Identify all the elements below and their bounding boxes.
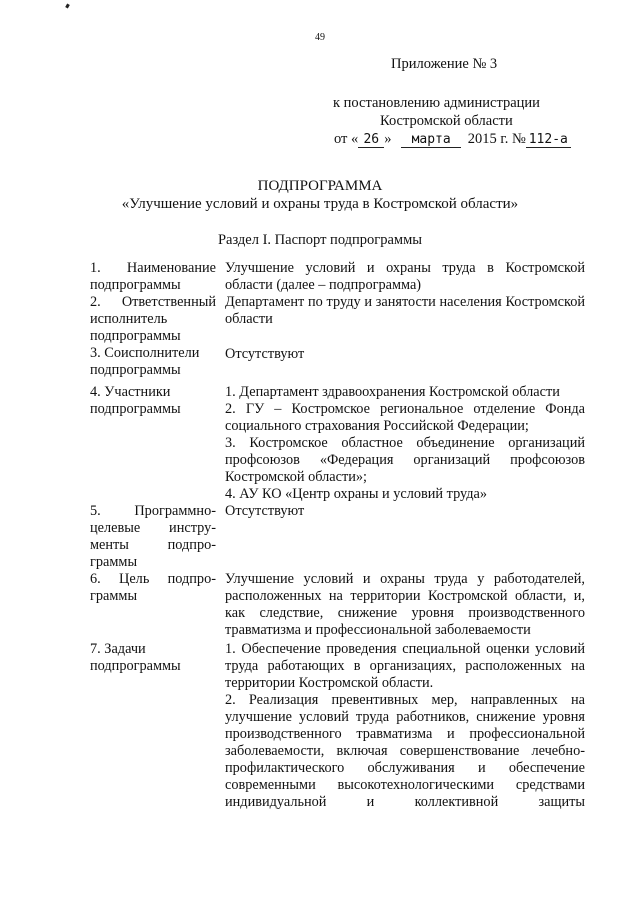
label-line: подпрограммы xyxy=(90,658,181,674)
label-line: 1. Наименование xyxy=(90,260,216,276)
label-line: 5. Программно- xyxy=(90,503,216,519)
label-line: 7. Задачи xyxy=(90,641,146,657)
row-value xyxy=(225,260,585,294)
value-text: Улучшение условий и охраны труда у работодателей, расположенных на территории Костромской области, и, как следствие, снижение уровня производственного травматизма и профессиональной заболеваемости xyxy=(225,571,585,638)
date-mid: » xyxy=(384,131,392,147)
row-value xyxy=(225,641,585,811)
label-line: целевые инстру- xyxy=(90,520,216,536)
label-line: 6. Цель подпро- xyxy=(90,571,216,587)
document-number: 112-а xyxy=(526,133,571,148)
row-value xyxy=(225,294,585,345)
passport-row-tasks xyxy=(90,641,585,811)
passport-row-goal xyxy=(90,571,585,639)
date-day: 26 xyxy=(358,133,384,148)
date-month: марта xyxy=(401,133,461,148)
row-label xyxy=(90,384,225,503)
row-label xyxy=(90,345,225,379)
label-line: 3. Соисполнители xyxy=(90,345,200,361)
label-line: подпрограммы xyxy=(90,277,181,293)
row-value xyxy=(225,345,585,379)
value-text: 1. Обеспечение проведения специальной оценки условий труда работающих в организациях, расположенных на территории Костромской области. xyxy=(225,641,585,691)
passport-row-executor xyxy=(90,294,585,345)
label-line: менты подпро- xyxy=(90,537,216,553)
row-label xyxy=(90,571,225,639)
label-line: 4. Участники xyxy=(90,384,171,400)
value-text: 2. ГУ – Костромское региональное отделение Фонда социального страхования Российской Федерации; xyxy=(225,401,585,434)
row-label xyxy=(90,260,225,294)
passport-row-coexecutors xyxy=(90,345,585,379)
row-value xyxy=(225,571,585,639)
value-text: 1. Департамент здравоохранения Костромской области xyxy=(225,384,560,400)
value-text: Отсутствуют xyxy=(225,346,305,362)
date-year: 2015 г. № xyxy=(467,131,526,147)
scan-mark xyxy=(65,4,70,9)
section-heading: Раздел I. Паспорт подпрограммы xyxy=(217,232,423,248)
value-text: 4. АУ КО «Центр охраны и условий труда» xyxy=(225,486,488,502)
label-line: исполнитель xyxy=(90,311,168,327)
row-label xyxy=(90,641,225,811)
row-label xyxy=(90,294,225,345)
label-line: подпрограммы xyxy=(90,362,181,378)
appendix-line-1: к постановлению администрации xyxy=(333,95,540,111)
value-text: 2. Реализация превентивных мер, направленных на улучшение условий труда работников, снижение уровня производственного травматизма и профессиональной заболеваемости, включая совершенствование лечебно-профилактического обслуживания и обеспечение современными высокотехнологическими средствами индивидуальной и коллективной защиты xyxy=(225,692,585,810)
value-text: Отсутствуют xyxy=(225,503,305,519)
passport-row-name xyxy=(90,260,585,294)
value-text: Департамент по труду и занятости населения Костромской области xyxy=(225,294,585,327)
label-line: подпрограммы xyxy=(90,401,181,417)
page-number: 49 xyxy=(315,32,325,43)
passport-table xyxy=(90,260,585,811)
subprogram-subtitle: «Улучшение условий и охраны труда в Костромской области» xyxy=(121,196,519,212)
appendix-line-2: Костромской области xyxy=(380,113,513,129)
label-line: граммы xyxy=(90,588,138,604)
passport-row-participants xyxy=(90,384,585,503)
appendix-date-line xyxy=(334,131,571,148)
label-line: 2. Ответственный xyxy=(90,294,216,310)
subprogram-title: ПОДПРОГРАММА xyxy=(257,178,383,194)
row-value xyxy=(225,384,585,503)
label-line: граммы xyxy=(90,554,138,570)
row-label xyxy=(90,503,225,571)
value-text: 3. Костромское областное объединение организаций профсоюзов «Федерация организаций профсоюзов Костромской области»; xyxy=(225,435,585,485)
date-prefix: от « xyxy=(334,131,359,147)
row-value xyxy=(225,503,585,571)
passport-row-instruments xyxy=(90,503,585,571)
value-text: Улучшение условий и охраны труда в Костромской области (далее – подпрограмма) xyxy=(225,260,585,293)
appendix-title: Приложение № 3 xyxy=(391,56,498,72)
label-line: подпрограммы xyxy=(90,328,181,344)
